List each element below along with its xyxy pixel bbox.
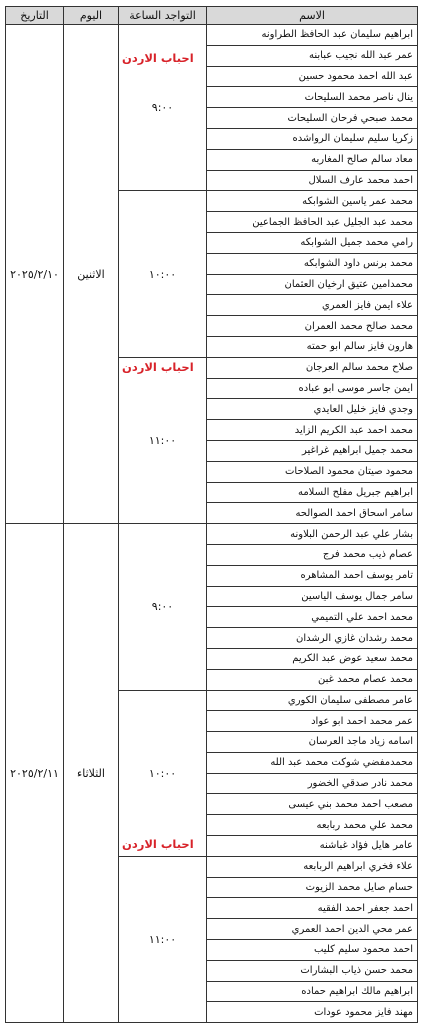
time-label: ٩:٠٠ <box>151 600 174 614</box>
time-label: ١١:٠٠ <box>148 933 177 947</box>
person-name: محمد صبحي فرحان السليحات <box>207 108 418 129</box>
time-label: ٩:٠٠ <box>151 101 174 115</box>
day-cell: الاثنين <box>64 25 119 524</box>
person-name: محمد برنس داود الشوابكه <box>207 253 418 274</box>
table-row <box>6 524 418 545</box>
time-label: ١٠:٠٠ <box>148 267 177 281</box>
person-name: محمد جميل ابراهيم غراغير <box>207 440 418 461</box>
time-slot <box>119 25 207 191</box>
time-slot <box>119 357 207 523</box>
person-name: محمد علي محمد ربابعه <box>207 815 418 836</box>
header-row <box>6 7 418 25</box>
person-name: عصام ذيب محمد فرج <box>207 544 418 565</box>
person-name: ابراهيم مالك ابراهيم حماده <box>207 981 418 1002</box>
person-name: عامر مصطفى سليمان الكوري <box>207 690 418 711</box>
header-name: الاسم <box>207 7 418 25</box>
person-name: عمر عبد الله نجيب عبابنه <box>207 45 418 66</box>
person-name: هارون فايز سالم ابو حمته <box>207 336 418 357</box>
schedule-body <box>6 25 418 1023</box>
time-label: ١١:٠٠ <box>148 433 177 447</box>
table-row <box>6 25 418 46</box>
person-name: وجدي فايز خليل العايدي <box>207 399 418 420</box>
day-cell: الثلاثاء <box>64 524 119 1023</box>
person-name: علاء فخري ابراهيم الربابعه <box>207 856 418 877</box>
person-name: عمر محي الدين احمد العمري <box>207 919 418 940</box>
person-name: تامر يوسف احمد المشاهره <box>207 565 418 586</box>
time-slot <box>119 856 207 1022</box>
schedule-sheet <box>5 6 417 1019</box>
person-name: احمد جعفر احمد الفقيه <box>207 898 418 919</box>
person-name: علاء ايمن فايز العمري <box>207 295 418 316</box>
schedule-table <box>5 6 418 1023</box>
person-name: عامر هايل فؤاد غباشنه <box>207 836 418 857</box>
stamp-label: احباب الاردن <box>122 51 194 65</box>
person-name: عمر محمد احمد ابو عواد <box>207 711 418 732</box>
person-name: عبد الله احمد محمود حسين <box>207 66 418 87</box>
person-name: احمد محمود سليم كليب <box>207 940 418 961</box>
stamp-label: احباب الاردن <box>122 359 194 374</box>
person-name: محمد عبد الجليل عبد الحافظ الجماعين <box>207 212 418 233</box>
header-date: التاريخ <box>6 7 64 25</box>
person-name: زكريا سليم سليمان الرواشده <box>207 128 418 149</box>
person-name: محمد سعيد عوض عبد الكريم <box>207 648 418 669</box>
person-name: بشار علي عبد الرحمن البلاونه <box>207 524 418 545</box>
time-slot <box>119 524 207 690</box>
date-cell: ٢٠٢٥/٢/١١ <box>6 524 64 1023</box>
time-slot <box>119 690 207 856</box>
person-name: محمد احمد عبد الكريم الزايد <box>207 420 418 441</box>
stamp-label: احباب الاردن <box>122 836 194 851</box>
person-name: حسام صايل محمد الزيوت <box>207 877 418 898</box>
person-name: ينال ناصر محمد السليحات <box>207 87 418 108</box>
time-label: ١٠:٠٠ <box>148 766 177 780</box>
person-name: صلاح محمد سالم العرجان <box>207 357 418 378</box>
person-name: محمدامين عتيق ارخيان العثمان <box>207 274 418 295</box>
person-name: محمود صيتان محمود الصلاحات <box>207 461 418 482</box>
header-time: التواجد الساعة <box>119 7 207 25</box>
person-name: رامي محمد جميل الشوابكه <box>207 232 418 253</box>
person-name: سامر اسحاق احمد الصوالحه <box>207 503 418 524</box>
person-name: ابراهيم جبريل مفلح السلامه <box>207 482 418 503</box>
person-name: محمدمفضي شوكت محمد عبد الله <box>207 752 418 773</box>
person-name: محمد رشدان غازي الرشدان <box>207 628 418 649</box>
person-name: مصعب احمد محمد بني عيسى <box>207 794 418 815</box>
person-name: محمد احمد علي التميمي <box>207 607 418 628</box>
header-day: اليوم <box>64 7 119 25</box>
person-name: محمد عصام محمد غبن <box>207 669 418 690</box>
person-name: محمد حسن ذياب البشارات <box>207 960 418 981</box>
person-name: احمد محمد عارف السلال <box>207 170 418 191</box>
person-name: سامر جمال يوسف الياسين <box>207 586 418 607</box>
person-name: محمد صالح محمد العمران <box>207 316 418 337</box>
person-name: معاد سالم صالح المغاربه <box>207 149 418 170</box>
person-name: ايمن جاسر موسى ابو عباده <box>207 378 418 399</box>
date-cell: ٢٠٢٥/٢/١٠ <box>6 25 64 524</box>
time-slot <box>119 191 207 357</box>
person-name: محمد نادر صدقي الخضور <box>207 773 418 794</box>
person-name: مهند فايز محمود عودات <box>207 1002 418 1023</box>
person-name: ابراهيم سليمان عبد الحافظ الطراونه <box>207 25 418 46</box>
person-name: محمد عمر ياسين الشوابكه <box>207 191 418 212</box>
person-name: اسامه زياد ماجد العرسان <box>207 732 418 753</box>
